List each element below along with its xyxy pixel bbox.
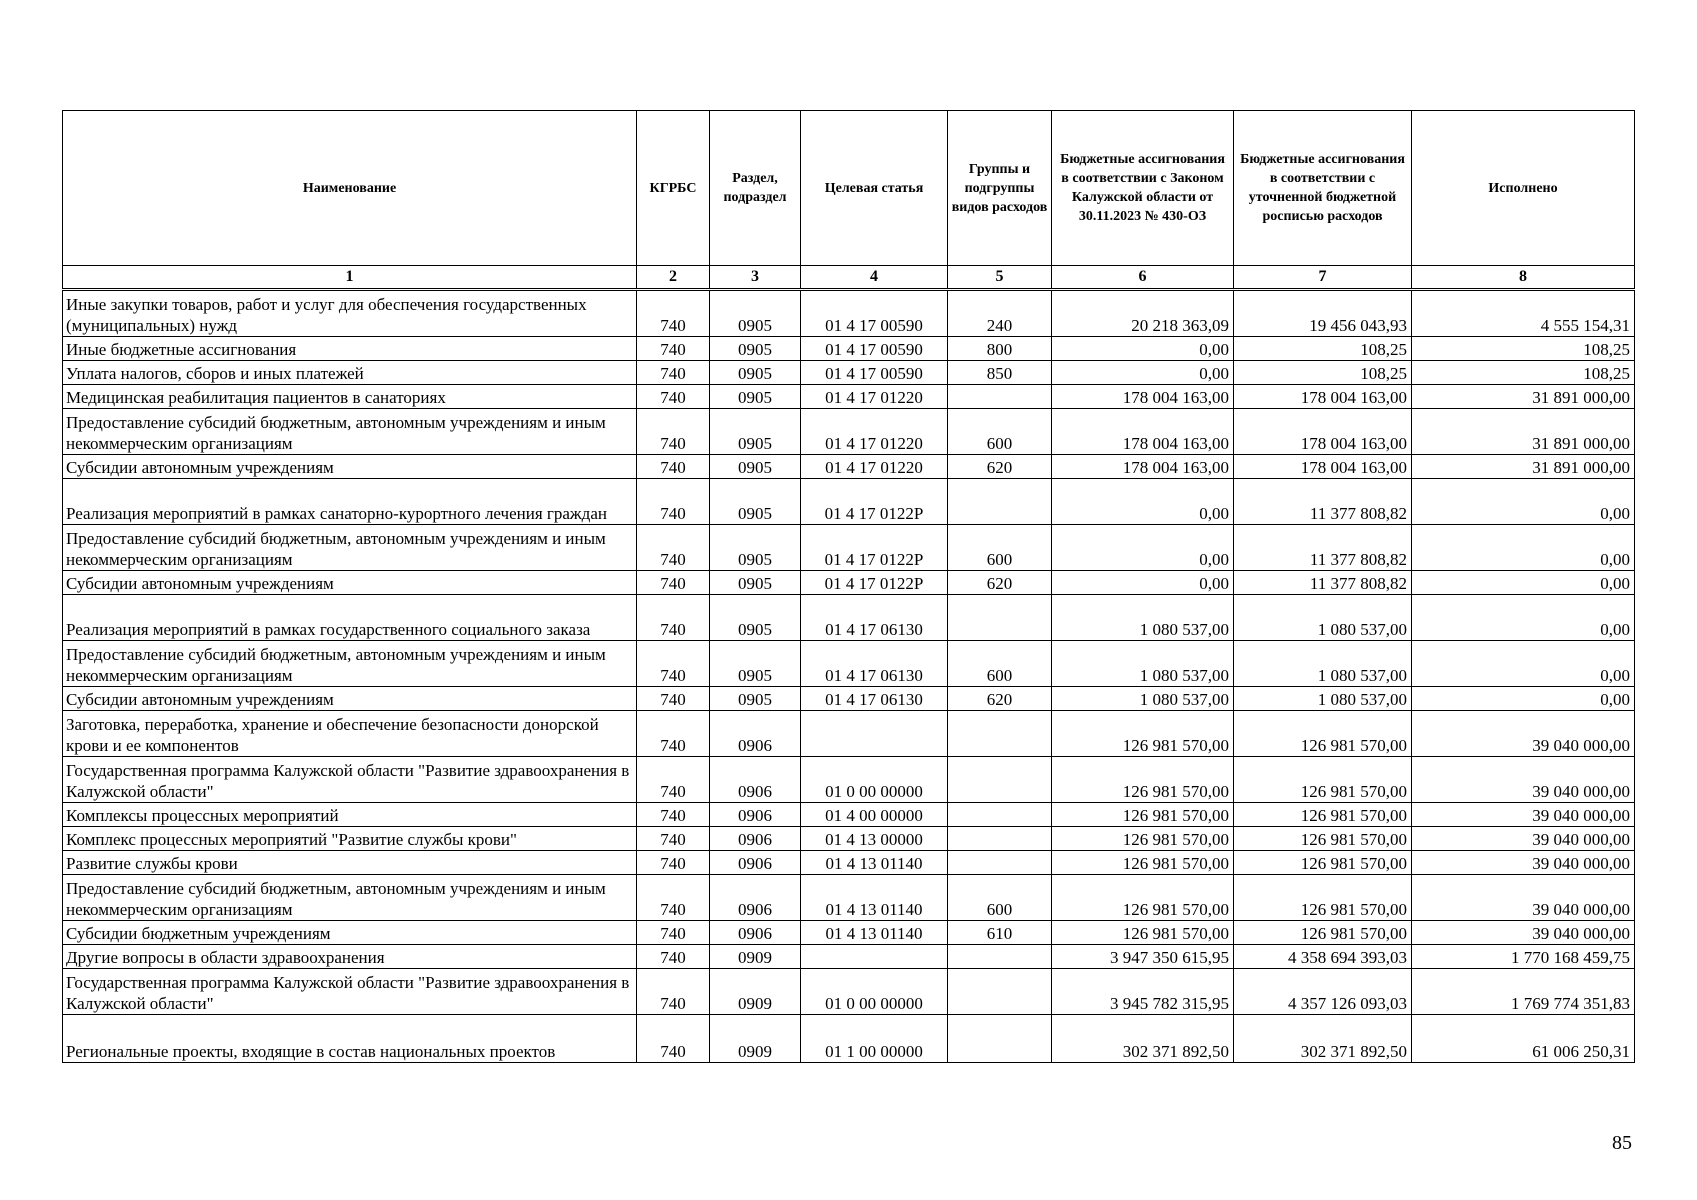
row-law-amount: 20 218 363,09 [1052, 290, 1234, 337]
row-refined-amount: 178 004 163,00 [1234, 409, 1412, 455]
header-executed: Исполнено [1412, 111, 1635, 266]
row-refined-amount: 126 981 570,00 [1234, 921, 1412, 945]
row-executed-amount: 0,00 [1412, 687, 1635, 711]
row-law-amount: 0,00 [1052, 479, 1234, 525]
page-number: 85 [1612, 1132, 1632, 1154]
row-name: Заготовка, переработка, хранение и обеспечение безопасности донорской крови и ее компонентов [63, 711, 637, 757]
row-name: Субсидии автономным учреждениям [63, 455, 637, 479]
row-executed-amount: 61 006 250,31 [1412, 1015, 1635, 1063]
table-row [63, 595, 1635, 641]
row-kgrbs: 740 [637, 851, 710, 875]
row-section: 0905 [710, 595, 801, 641]
row-law-amount: 1 080 537,00 [1052, 595, 1234, 641]
row-kgrbs: 740 [637, 803, 710, 827]
column-number: 4 [801, 266, 948, 290]
row-refined-amount: 178 004 163,00 [1234, 455, 1412, 479]
row-target [801, 711, 948, 757]
row-executed-amount: 0,00 [1412, 595, 1635, 641]
row-section: 0906 [710, 921, 801, 945]
header-section: Раздел, подраздел [710, 111, 801, 266]
row-name: Государственная программа Калужской области "Развитие здравоохранения в Калужской области" [63, 969, 637, 1015]
row-refined-amount: 178 004 163,00 [1234, 385, 1412, 409]
row-group: 600 [948, 409, 1052, 455]
row-section: 0905 [710, 571, 801, 595]
row-group: 600 [948, 525, 1052, 571]
row-group [948, 827, 1052, 851]
table-row [63, 641, 1635, 687]
row-name: Иные бюджетные ассигнования [63, 337, 637, 361]
row-target: 01 4 17 01220 [801, 385, 948, 409]
table-header-row [63, 111, 1635, 266]
row-group [948, 945, 1052, 969]
row-group: 800 [948, 337, 1052, 361]
row-executed-amount: 0,00 [1412, 525, 1635, 571]
row-section: 0905 [710, 455, 801, 479]
column-number-row [63, 266, 1635, 290]
table-row [63, 687, 1635, 711]
budget-table [62, 110, 1635, 1063]
table-row [63, 757, 1635, 803]
row-target: 01 4 17 0122Р [801, 571, 948, 595]
table-row [63, 571, 1635, 595]
row-target: 01 4 17 06130 [801, 687, 948, 711]
column-number: 5 [948, 266, 1052, 290]
row-refined-amount: 108,25 [1234, 337, 1412, 361]
row-target [801, 945, 948, 969]
row-section: 0905 [710, 385, 801, 409]
row-name: Уплата налогов, сборов и иных платежей [63, 361, 637, 385]
table-row [63, 803, 1635, 827]
row-name: Реализация мероприятий в рамках государственного социального заказа [63, 595, 637, 641]
row-kgrbs: 740 [637, 641, 710, 687]
row-executed-amount: 108,25 [1412, 337, 1635, 361]
row-executed-amount: 1 769 774 351,83 [1412, 969, 1635, 1015]
table-row [63, 921, 1635, 945]
column-number: 6 [1052, 266, 1234, 290]
row-kgrbs: 740 [637, 757, 710, 803]
row-name: Развитие службы крови [63, 851, 637, 875]
row-section: 0905 [710, 641, 801, 687]
row-name: Иные закупки товаров, работ и услуг для обеспечения государственных (муниципальных) нужд [63, 290, 637, 337]
row-group: 600 [948, 875, 1052, 921]
row-law-amount: 126 981 570,00 [1052, 921, 1234, 945]
table-row [63, 409, 1635, 455]
row-refined-amount: 126 981 570,00 [1234, 875, 1412, 921]
row-group: 620 [948, 455, 1052, 479]
row-name: Комплексы процессных мероприятий [63, 803, 637, 827]
header-law: Бюджетные ассигнования в соответствии с Законом Калужской области от 30.11.2023 № 430-ОЗ [1052, 111, 1234, 266]
row-law-amount: 0,00 [1052, 525, 1234, 571]
row-executed-amount: 39 040 000,00 [1412, 803, 1635, 827]
row-kgrbs: 740 [637, 687, 710, 711]
row-kgrbs: 740 [637, 1015, 710, 1063]
row-section: 0909 [710, 969, 801, 1015]
row-target: 01 4 17 06130 [801, 595, 948, 641]
row-kgrbs: 740 [637, 875, 710, 921]
row-executed-amount: 1 770 168 459,75 [1412, 945, 1635, 969]
row-target: 01 4 17 00590 [801, 361, 948, 385]
row-law-amount: 178 004 163,00 [1052, 455, 1234, 479]
row-name: Другие вопросы в области здравоохранения [63, 945, 637, 969]
row-group: 600 [948, 641, 1052, 687]
row-target: 01 4 13 00000 [801, 827, 948, 851]
row-law-amount: 3 945 782 315,95 [1052, 969, 1234, 1015]
row-kgrbs: 740 [637, 571, 710, 595]
row-law-amount: 126 981 570,00 [1052, 757, 1234, 803]
row-name: Реализация мероприятий в рамках санаторно-курортного лечения граждан [63, 479, 637, 525]
row-kgrbs: 740 [637, 827, 710, 851]
row-law-amount: 178 004 163,00 [1052, 385, 1234, 409]
row-law-amount: 1 080 537,00 [1052, 641, 1234, 687]
row-group: 620 [948, 687, 1052, 711]
row-executed-amount: 0,00 [1412, 479, 1635, 525]
row-name: Комплекс процессных мероприятий "Развитие службы крови" [63, 827, 637, 851]
header-name: Наименование [63, 111, 637, 266]
column-number: 7 [1234, 266, 1412, 290]
row-refined-amount: 126 981 570,00 [1234, 757, 1412, 803]
row-refined-amount: 126 981 570,00 [1234, 803, 1412, 827]
row-section: 0906 [710, 851, 801, 875]
row-section: 0905 [710, 409, 801, 455]
header-kgrbs: КГРБС [637, 111, 710, 266]
row-kgrbs: 740 [637, 409, 710, 455]
header-refined: Бюджетные ассигнования в соответствии с уточненной бюджетной росписью расходов [1234, 111, 1412, 266]
row-name: Предоставление субсидий бюджетным, автономным учреждениям и иным некоммерческим организациям [63, 641, 637, 687]
row-law-amount: 126 981 570,00 [1052, 827, 1234, 851]
column-number: 1 [63, 266, 637, 290]
table-row [63, 479, 1635, 525]
row-group [948, 1015, 1052, 1063]
row-refined-amount: 1 080 537,00 [1234, 595, 1412, 641]
row-group [948, 803, 1052, 827]
row-group: 610 [948, 921, 1052, 945]
row-group [948, 479, 1052, 525]
row-kgrbs: 740 [637, 945, 710, 969]
row-kgrbs: 740 [637, 455, 710, 479]
row-section: 0906 [710, 827, 801, 851]
row-kgrbs: 740 [637, 525, 710, 571]
row-kgrbs: 740 [637, 595, 710, 641]
table-row [63, 361, 1635, 385]
table-body [63, 290, 1635, 1063]
row-group [948, 595, 1052, 641]
row-law-amount: 1 080 537,00 [1052, 687, 1234, 711]
row-law-amount: 126 981 570,00 [1052, 803, 1234, 827]
row-refined-amount: 19 456 043,93 [1234, 290, 1412, 337]
row-law-amount: 3 947 350 615,95 [1052, 945, 1234, 969]
row-kgrbs: 740 [637, 290, 710, 337]
row-executed-amount: 39 040 000,00 [1412, 875, 1635, 921]
table-row [63, 711, 1635, 757]
row-target: 01 4 17 00590 [801, 290, 948, 337]
row-name: Медицинская реабилитация пациентов в санаториях [63, 385, 637, 409]
row-target: 01 1 00 00000 [801, 1015, 948, 1063]
row-executed-amount: 39 040 000,00 [1412, 757, 1635, 803]
row-executed-amount: 39 040 000,00 [1412, 851, 1635, 875]
row-refined-amount: 1 080 537,00 [1234, 687, 1412, 711]
row-group: 240 [948, 290, 1052, 337]
table-row [63, 945, 1635, 969]
column-number: 3 [710, 266, 801, 290]
row-executed-amount: 0,00 [1412, 641, 1635, 687]
table-row [63, 337, 1635, 361]
row-section: 0905 [710, 361, 801, 385]
row-section: 0905 [710, 687, 801, 711]
row-executed-amount: 39 040 000,00 [1412, 827, 1635, 851]
row-refined-amount: 11 377 808,82 [1234, 571, 1412, 595]
row-target: 01 4 17 0122Р [801, 525, 948, 571]
row-executed-amount: 4 555 154,31 [1412, 290, 1635, 337]
row-section: 0909 [710, 1015, 801, 1063]
table-row [63, 525, 1635, 571]
row-refined-amount: 11 377 808,82 [1234, 525, 1412, 571]
row-kgrbs: 740 [637, 361, 710, 385]
column-number: 2 [637, 266, 710, 290]
row-refined-amount: 126 981 570,00 [1234, 711, 1412, 757]
row-executed-amount: 39 040 000,00 [1412, 921, 1635, 945]
table-row [63, 455, 1635, 479]
row-group [948, 851, 1052, 875]
row-refined-amount: 108,25 [1234, 361, 1412, 385]
row-refined-amount: 126 981 570,00 [1234, 851, 1412, 875]
row-executed-amount: 31 891 000,00 [1412, 385, 1635, 409]
row-target: 01 4 17 01220 [801, 409, 948, 455]
row-kgrbs: 740 [637, 711, 710, 757]
row-refined-amount: 302 371 892,50 [1234, 1015, 1412, 1063]
row-kgrbs: 740 [637, 921, 710, 945]
row-law-amount: 126 981 570,00 [1052, 875, 1234, 921]
row-executed-amount: 31 891 000,00 [1412, 455, 1635, 479]
row-refined-amount: 11 377 808,82 [1234, 479, 1412, 525]
row-name: Государственная программа Калужской области "Развитие здравоохранения в Калужской области" [63, 757, 637, 803]
row-name: Региональные проекты, входящие в состав национальных проектов [63, 1015, 637, 1063]
header-groups: Группы и подгруппы видов расходов [948, 111, 1052, 266]
row-name: Субсидии автономным учреждениям [63, 687, 637, 711]
row-target: 01 4 17 01220 [801, 455, 948, 479]
table-row [63, 385, 1635, 409]
row-group: 620 [948, 571, 1052, 595]
row-section: 0906 [710, 757, 801, 803]
row-group: 850 [948, 361, 1052, 385]
table-row [63, 290, 1635, 337]
row-kgrbs: 740 [637, 337, 710, 361]
table-row [63, 851, 1635, 875]
row-section: 0905 [710, 525, 801, 571]
row-section: 0905 [710, 479, 801, 525]
row-law-amount: 0,00 [1052, 337, 1234, 361]
table-row [63, 827, 1635, 851]
row-group [948, 385, 1052, 409]
row-group [948, 757, 1052, 803]
row-section: 0905 [710, 290, 801, 337]
row-executed-amount: 108,25 [1412, 361, 1635, 385]
row-law-amount: 126 981 570,00 [1052, 711, 1234, 757]
column-number: 8 [1412, 266, 1635, 290]
row-name: Предоставление субсидий бюджетным, автономным учреждениям и иным некоммерческим организациям [63, 409, 637, 455]
row-refined-amount: 4 358 694 393,03 [1234, 945, 1412, 969]
row-target: 01 4 17 0122Р [801, 479, 948, 525]
row-target: 01 0 00 00000 [801, 969, 948, 1015]
row-target: 01 4 13 01140 [801, 921, 948, 945]
row-name: Субсидии автономным учреждениям [63, 571, 637, 595]
row-section: 0906 [710, 803, 801, 827]
row-law-amount: 126 981 570,00 [1052, 851, 1234, 875]
row-refined-amount: 4 357 126 093,03 [1234, 969, 1412, 1015]
row-target: 01 4 17 06130 [801, 641, 948, 687]
row-section: 0906 [710, 875, 801, 921]
row-name: Предоставление субсидий бюджетным, автономным учреждениям и иным некоммерческим организациям [63, 875, 637, 921]
row-refined-amount: 1 080 537,00 [1234, 641, 1412, 687]
row-law-amount: 178 004 163,00 [1052, 409, 1234, 455]
row-law-amount: 0,00 [1052, 361, 1234, 385]
row-target: 01 0 00 00000 [801, 757, 948, 803]
row-target: 01 4 17 00590 [801, 337, 948, 361]
row-target: 01 4 13 01140 [801, 875, 948, 921]
row-section: 0909 [710, 945, 801, 969]
row-name: Субсидии бюджетным учреждениям [63, 921, 637, 945]
table-row [63, 875, 1635, 921]
table-row [63, 1015, 1635, 1063]
row-law-amount: 0,00 [1052, 571, 1234, 595]
row-group [948, 969, 1052, 1015]
row-group [948, 711, 1052, 757]
row-kgrbs: 740 [637, 385, 710, 409]
row-executed-amount: 39 040 000,00 [1412, 711, 1635, 757]
header-target: Целевая статья [801, 111, 948, 266]
row-target: 01 4 00 00000 [801, 803, 948, 827]
row-refined-amount: 126 981 570,00 [1234, 827, 1412, 851]
row-section: 0906 [710, 711, 801, 757]
row-section: 0905 [710, 337, 801, 361]
row-kgrbs: 740 [637, 969, 710, 1015]
row-name: Предоставление субсидий бюджетным, автономным учреждениям и иным некоммерческим организациям [63, 525, 637, 571]
row-executed-amount: 31 891 000,00 [1412, 409, 1635, 455]
row-executed-amount: 0,00 [1412, 571, 1635, 595]
row-kgrbs: 740 [637, 479, 710, 525]
table-row [63, 969, 1635, 1015]
row-law-amount: 302 371 892,50 [1052, 1015, 1234, 1063]
row-target: 01 4 13 01140 [801, 851, 948, 875]
